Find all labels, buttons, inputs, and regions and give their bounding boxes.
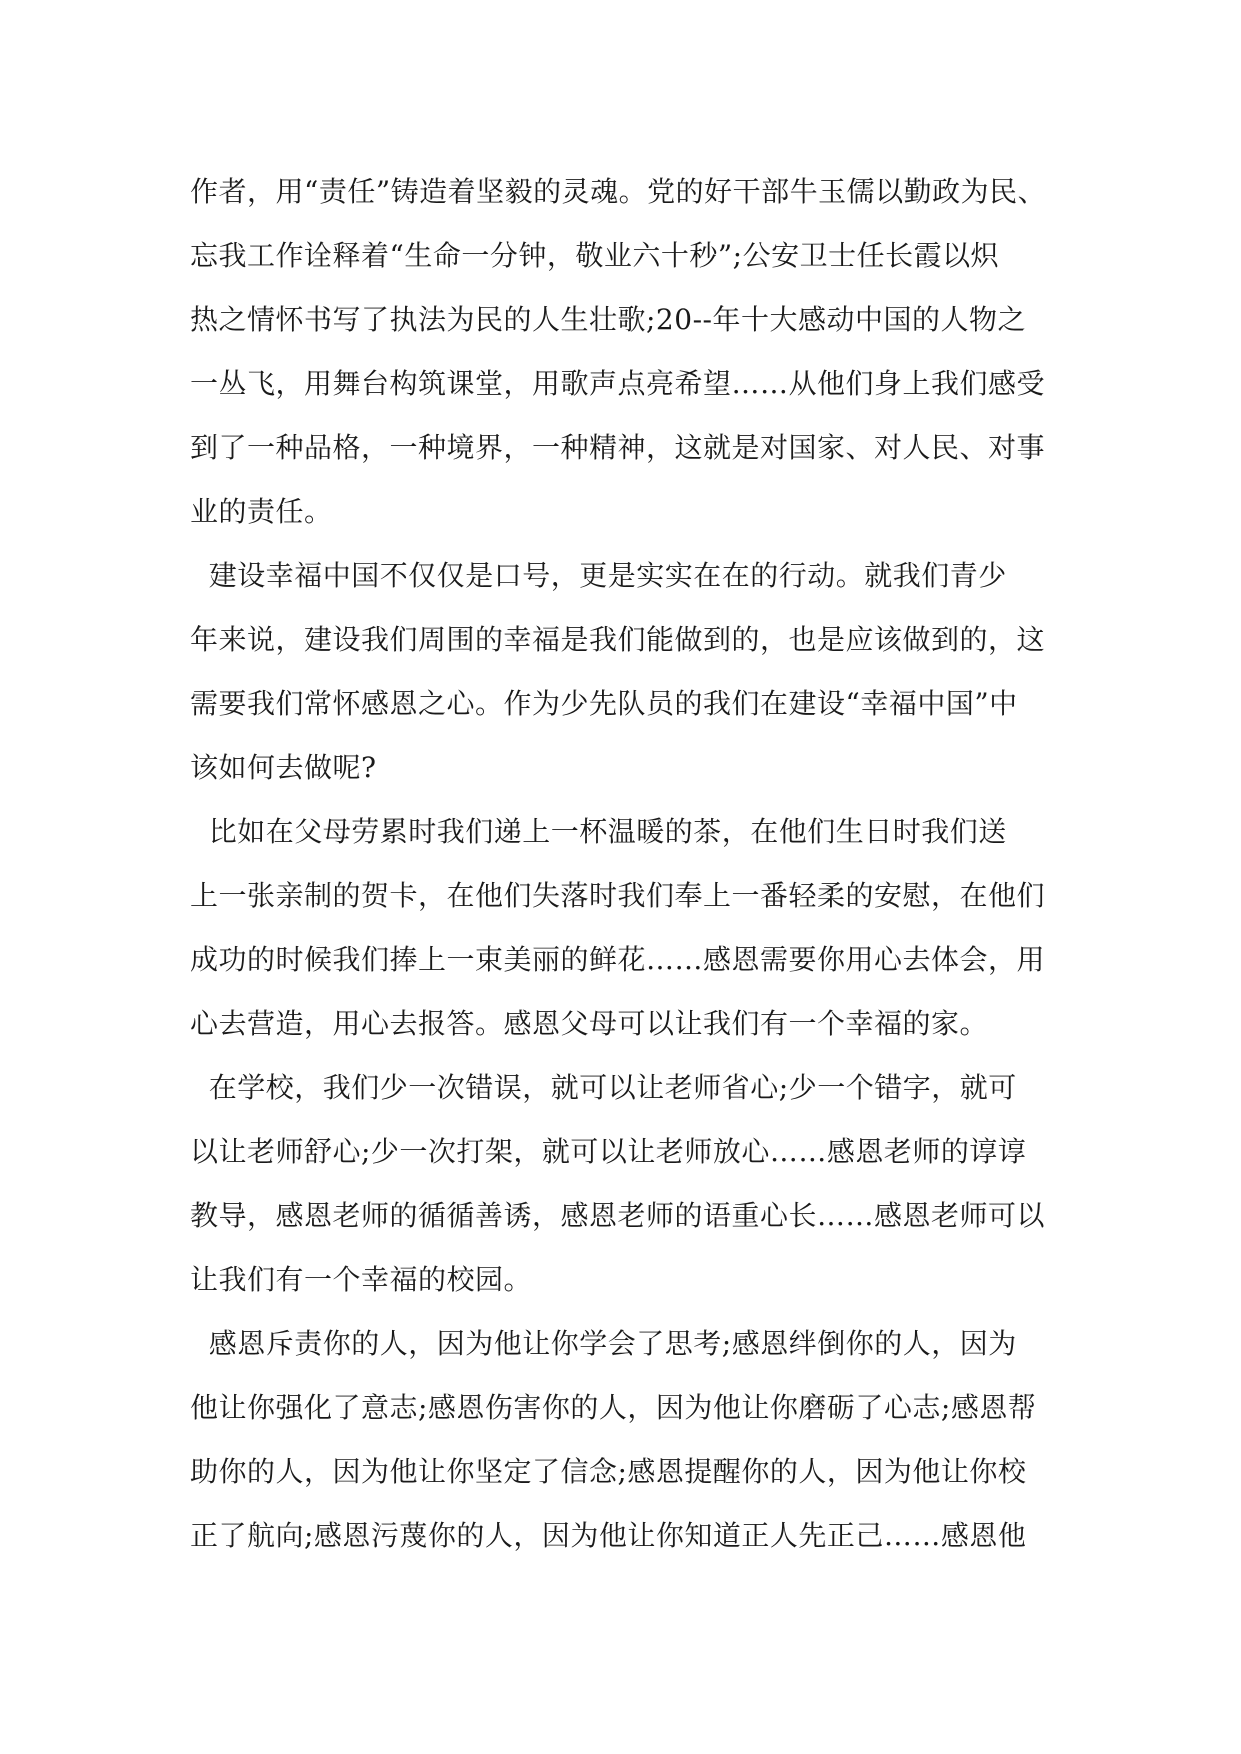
text-line: 该如何去做呢? [190, 751, 377, 784]
text-line: 助你的人，因为他让你坚定了信念;感恩提醒你的人，因为他让你校 [190, 1455, 1027, 1488]
text-line: 以让老师舒心;少一次打架，就可以让老师放心……感恩老师的谆谆 [190, 1135, 1027, 1168]
text-line: 一丛飞，用舞台构筑课堂，用歌声点亮希望……从他们身上我们感受 [190, 367, 1046, 400]
text-line: 上一张亲制的贺卡，在他们失落时我们奉上一番轻柔的安慰，在他们 [190, 879, 1046, 912]
text-line: 热之情怀书写了执法为民的人生壮歌;20--年十大感动中国的人物之 [190, 303, 1026, 336]
text-line: 让我们有一个幸福的校园。 [190, 1263, 533, 1296]
text-line: 业的责任。 [190, 495, 333, 528]
text-line: 心去营造，用心去报答。感恩父母可以让我们有一个幸福的家。 [190, 1007, 989, 1040]
text-line: 作者，用“责任”铸造着坚毅的灵魂。党的好干部牛玉儒以勤政为民、 [190, 175, 1047, 208]
text-line: 在学校，我们少一次错误，就可以让老师省心;少一个错字，就可 [190, 1071, 1017, 1104]
text-line: 建设幸福中国不仅仅是口号，更是实实在在的行动。就我们青少 [190, 559, 1007, 592]
text-line: 他让你强化了意志;感恩伤害你的人，因为他让你磨砺了心志;感恩帮 [190, 1391, 1037, 1424]
text-line: 忘我工作诠释着“生命一分钟，敬业六十秒”;公安卫士任长霞以炽 [190, 239, 1000, 272]
text-line: 感恩斥责你的人，因为他让你学会了思考;感恩绊倒你的人，因为 [190, 1327, 1017, 1360]
document-body [190, 160, 1070, 1568]
text-line: 年来说，建设我们周围的幸福是我们能做到的，也是应该做到的，这 [190, 623, 1046, 656]
text-line: 正了航向;感恩污蔑你的人，因为他让你知道正人先正己……感恩他 [190, 1519, 1027, 1552]
text-line: 成功的时候我们捧上一束美丽的鲜花……感恩需要你用心去体会，用 [190, 943, 1046, 976]
text-line: 需要我们常怀感恩之心。作为少先队员的我们在建设“幸福中国”中 [190, 687, 1018, 720]
text-line: 教导，感恩老师的循循善诱，感恩老师的语重心长……感恩老师可以 [190, 1199, 1046, 1232]
text-line: 比如在父母劳累时我们递上一杯温暖的茶，在他们生日时我们送 [190, 815, 1007, 848]
text-line: 到了一种品格，一种境界，一种精神，这就是对国家、对人民、对事 [190, 431, 1046, 464]
